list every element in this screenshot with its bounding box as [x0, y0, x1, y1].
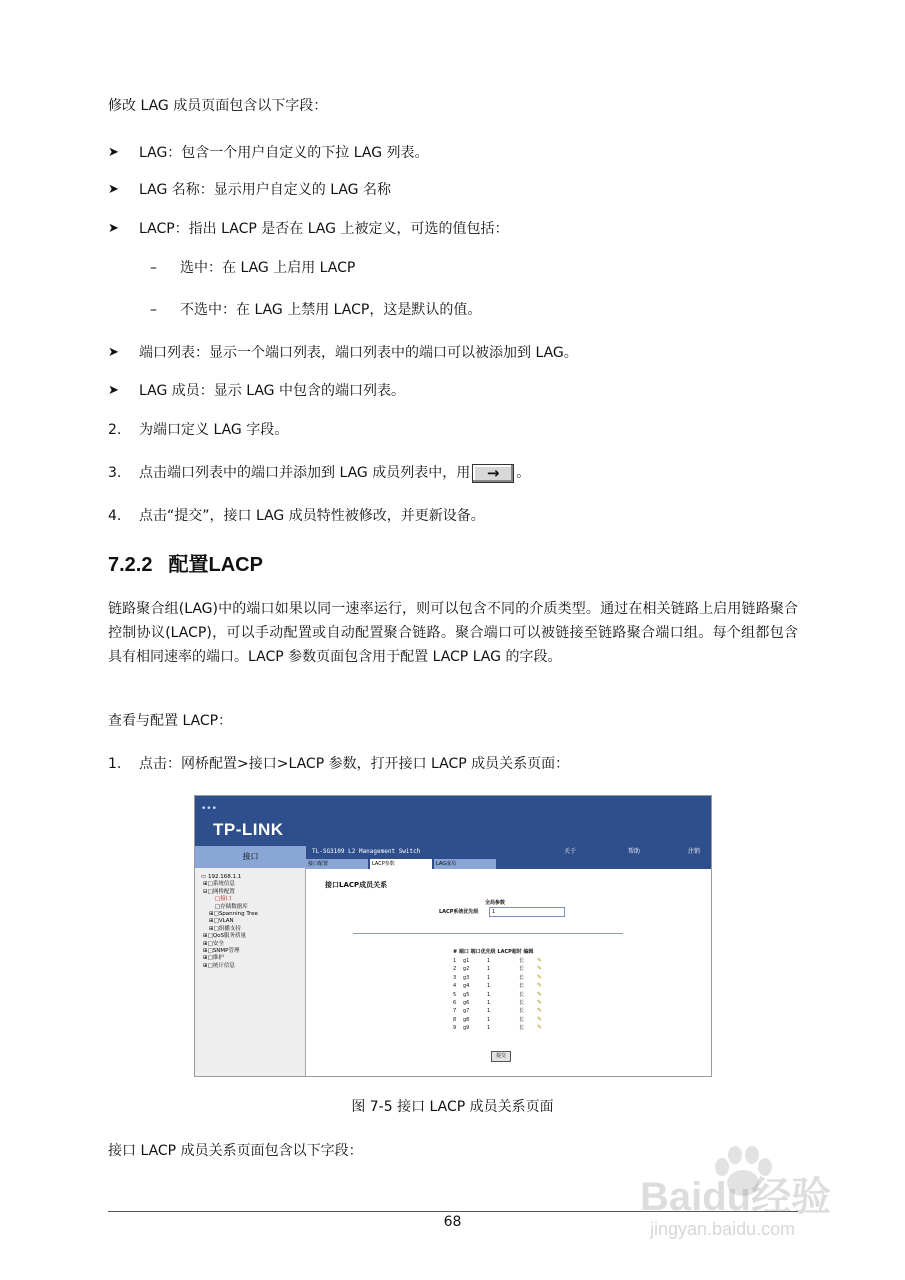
tree-item-stp[interactable]: ⊞□Spanning Tree: [209, 911, 258, 918]
link-help[interactable]: 帮助: [628, 848, 641, 855]
port-table: [453, 957, 542, 1033]
step-number: 3.: [108, 465, 122, 481]
dash-checked: 选中：在 LAG 上启用 LACP: [180, 260, 356, 276]
bullet-lag-members: LAG 成员：显示 LAG 中包含的端口列表。: [139, 383, 405, 399]
section-number: 7.2.2: [108, 554, 153, 576]
step-number: 1.: [108, 756, 122, 772]
logo-dots-icon: •••: [201, 804, 217, 814]
table-cell: g5: [463, 991, 470, 998]
table-cell: 1: [487, 966, 491, 973]
table-cell: 长: [519, 1025, 525, 1032]
lacp-paragraph: 链路聚合组(LAG)中的端口如果以同一速率运行，则可以包含不同的介质类型。通过在相关链路上启用链路聚合控制协议(LACP)，可以手动配置或自动配置聚合链路。聚合端口可以被链接至链路聚合端口组。每个组都包含具有相同速率的端口。LACP 参数页面包含用于配置 LACP LAG 的字段。: [108, 601, 798, 665]
dash-icon: –: [150, 302, 157, 318]
table-cell: 1: [487, 983, 491, 990]
tree-item-bridge[interactable]: ⊟□网桥配置: [203, 888, 235, 895]
table-cell: g8: [463, 1016, 470, 1023]
table-cell: 长: [519, 1000, 525, 1007]
table-cell: 长: [519, 991, 525, 998]
edit-pencil-icon[interactable]: ✎: [537, 973, 543, 981]
tree-item-vlan[interactable]: ⊞□VLAN: [209, 918, 234, 925]
view-config-text: 查看与配置 LACP：: [108, 713, 233, 729]
table-cell: g3: [463, 974, 470, 981]
link-logout[interactable]: 注销: [688, 848, 701, 855]
edit-pencil-icon[interactable]: ✎: [537, 957, 543, 964]
step-3: [139, 463, 530, 483]
table-cell: g1: [463, 958, 470, 964]
edit-pencil-icon[interactable]: ✎: [537, 1007, 543, 1015]
bullet-arrow-icon: ➤: [108, 145, 119, 160]
bullet-arrow-icon: ➤: [108, 345, 119, 360]
table-cell: g2: [463, 966, 470, 973]
submit-button[interactable]: 提交: [491, 1051, 511, 1062]
table-cell: g7: [463, 1008, 470, 1015]
table-row: [453, 957, 542, 965]
tab-lacp-params[interactable]: LACP参数: [370, 859, 432, 869]
table-row: [453, 999, 542, 1007]
bullet-lacp: LACP：指出 LACP 是否在 LAG 上被定义，可选的值包括：: [139, 221, 509, 237]
bullet-lag-name: LAG 名称：显示用户自定义的 LAG 名称: [139, 182, 391, 198]
table-cell: 1: [487, 991, 491, 998]
edit-pencil-icon[interactable]: ✎: [537, 1024, 543, 1032]
dash-icon: –: [150, 260, 157, 276]
table-row: [453, 1016, 542, 1024]
table-cell: 4: [453, 983, 457, 990]
edit-pencil-icon[interactable]: ✎: [537, 1015, 543, 1023]
screenshot-tabs: [306, 857, 711, 869]
step-3-text: 点击端口列表中的端口并添加到 LAG 成员列表中，用: [139, 465, 471, 481]
edit-pencil-icon[interactable]: ✎: [537, 982, 543, 990]
table-row: [453, 1007, 542, 1015]
table-cell: 5: [453, 991, 457, 998]
tree-item-root[interactable]: ▭ 192.168.1.1: [201, 874, 242, 880]
screenshot-titlebar: [306, 846, 711, 857]
sidebar-header: 接口: [195, 846, 306, 868]
tree-item-snmp[interactable]: ⊞□SNMP管理: [203, 948, 240, 955]
table-cell: 长: [519, 1008, 525, 1015]
edit-pencil-icon[interactable]: ✎: [537, 990, 543, 998]
tab-interface-config[interactable]: 接口配置: [306, 859, 368, 869]
section-heading: [108, 548, 263, 577]
divider: [353, 933, 623, 934]
footer-rule: [108, 1211, 798, 1212]
nav-tree: [201, 874, 258, 970]
table-cell: 长: [519, 974, 525, 981]
table-cell: 1: [453, 958, 457, 964]
tab-lag-members[interactable]: LAG成员: [434, 859, 496, 869]
figure-caption: 图 7-5 接口 LACP 成员关系页面: [351, 1099, 554, 1115]
step-number: 2.: [108, 422, 122, 438]
watermark-url: jingyan.baidu.com: [650, 1219, 796, 1239]
table-cell: 长: [519, 958, 525, 964]
table-cell: 8: [453, 1016, 457, 1023]
lacp-screenshot: [194, 795, 712, 1077]
tree-item-system[interactable]: ⊞□系统信息: [203, 881, 235, 888]
table-row: [453, 965, 542, 973]
step-4-text: 点击“提交”，接口 LAG 成员特性被修改，并更新设备。: [139, 508, 485, 524]
table-cell: 1: [487, 974, 491, 981]
table-row: [453, 991, 542, 999]
edit-pencil-icon[interactable]: ✎: [537, 965, 543, 973]
table-row: [453, 1024, 542, 1032]
table-cell: 2: [453, 966, 457, 973]
step-number: 4.: [108, 508, 122, 524]
table-row: [453, 974, 542, 982]
dash-unchecked: 不选中：在 LAG 上禁用 LACP，这是默认的值。: [180, 302, 482, 318]
tree-item-storage[interactable]: □存储数据库: [215, 903, 248, 910]
edit-pencil-icon[interactable]: ✎: [537, 999, 543, 1007]
table-cell: 1: [487, 958, 491, 964]
table-cell: g6: [463, 1000, 470, 1007]
bullet-lag: LAG：包含一个用户自定义的下拉 LAG 列表。: [139, 145, 429, 161]
tree-item-qos[interactable]: ⊞□QoS服务质量: [203, 933, 246, 940]
step-3-end: 。: [516, 465, 531, 481]
step-1-text: 点击：网桥配置>接口>LACP 参数，打开接口 LACP 成员关系页面：: [139, 756, 570, 772]
link-about[interactable]: 关于: [564, 848, 577, 855]
table-cell: 1: [487, 1025, 491, 1032]
table-cell: 6: [453, 1000, 457, 1007]
arrow-right-button: →: [472, 464, 514, 483]
bullet-arrow-icon: ➤: [108, 221, 119, 236]
global-params-heading: 全局参数: [485, 900, 506, 906]
section-title: 配置LACP: [168, 554, 263, 576]
table-cell: g4: [463, 983, 470, 990]
bullet-arrow-icon: ➤: [108, 182, 119, 197]
screenshot-page-title: 接口LACP成员关系: [325, 881, 388, 889]
bullet-arrow-icon: ➤: [108, 383, 119, 398]
switch-title: TL-SG3109 L2 Management Switch: [312, 848, 421, 855]
table-cell: g9: [463, 1025, 470, 1032]
table-cell: 1: [487, 1008, 491, 1015]
priority-label: LACP系统优先级: [439, 909, 479, 915]
tree-item-interface[interactable]: □接口: [215, 896, 232, 903]
intro-text: 修改 LAG 成员页面包含以下字段：: [108, 98, 328, 114]
tree-item-stats[interactable]: ⊞□统计信息: [203, 962, 235, 969]
tree-item-security[interactable]: ⊞□安全: [203, 940, 224, 947]
table-cell: 9: [453, 1025, 457, 1032]
table-cell: 长: [519, 1016, 525, 1023]
watermark-brand: Baidu经验: [640, 1175, 832, 1219]
tree-item-multicast[interactable]: ⊞□组播支持: [209, 925, 241, 932]
table-header: # 端口 端口优先级 LACP超时 编辑: [453, 949, 534, 955]
table-cell: 3: [453, 974, 457, 981]
outro-text: 接口 LACP 成员关系页面包含以下字段：: [108, 1143, 363, 1159]
table-cell: 7: [453, 1008, 457, 1015]
table-row: [453, 982, 542, 990]
table-cell: 1: [487, 1016, 491, 1023]
bullet-port-list: 端口列表：显示一个端口列表，端口列表中的端口可以被添加到 LAG。: [139, 345, 578, 361]
tree-item-maintenance[interactable]: ⊞□维护: [203, 955, 224, 962]
table-cell: 1: [487, 1000, 491, 1007]
table-cell: 长: [519, 983, 525, 990]
table-cell: 长: [519, 966, 525, 973]
tplink-logo: TP-LINK: [213, 820, 284, 839]
priority-input[interactable]: 1: [489, 907, 565, 917]
page-number: 68: [443, 1214, 462, 1230]
step-2-text: 为端口定义 LAG 字段。: [139, 422, 289, 438]
